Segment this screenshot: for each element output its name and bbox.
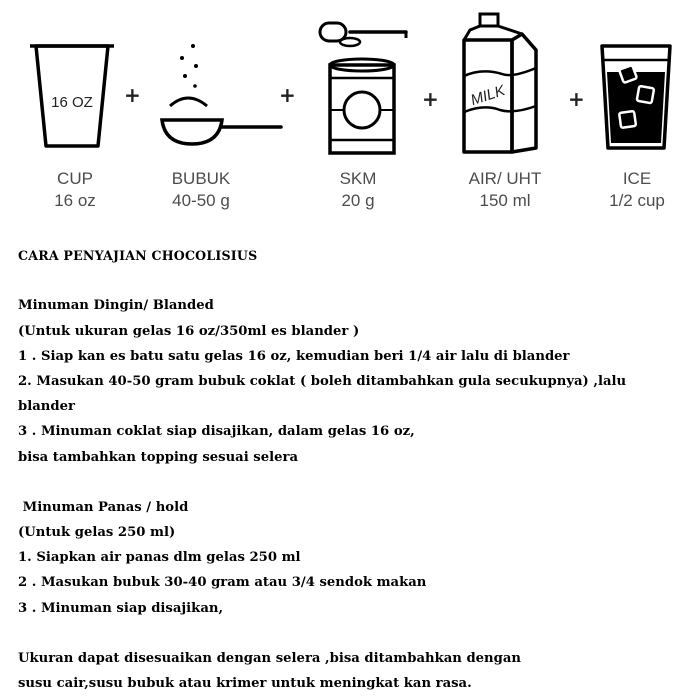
note-line-2: susu cair,susu bubuk atau krimer untuk meningkat kan rasa. xyxy=(18,676,472,692)
cold-step-3: 3 . Minuman coklat siap disajikan, dalam gelas 16 oz, xyxy=(18,424,415,440)
recipe-title: CARA PENYAJIAN CHOCOLISIUS xyxy=(18,248,258,263)
cold-heading: Minuman Dingin/ Blanded xyxy=(18,298,214,314)
ingredient-label-cup xyxy=(5,168,145,212)
hot-heading: Minuman Panas / hold xyxy=(18,499,189,515)
powder-scoop-icon xyxy=(155,40,285,145)
hot-step-2: 2 . Masukan bubuk 30-40 gram atau 3/4 sendok makan xyxy=(18,575,427,591)
carton-label-text: MILK xyxy=(468,82,508,110)
plus-sign-2: + xyxy=(279,83,296,107)
ingredient-name: BUBUK xyxy=(171,169,231,188)
ingredient-name: SKM xyxy=(339,169,377,188)
ingredient-name: ICE xyxy=(622,169,652,188)
milk-carton-icon xyxy=(460,12,540,157)
cold-step-1: 1 . Siap kan es batu satu gelas 16 oz, kemudian beri 1/4 air lalu di blander xyxy=(18,348,570,364)
cup-size-text: 16 OZ xyxy=(51,94,93,111)
spacer xyxy=(18,470,688,495)
iced-glass-icon xyxy=(600,42,672,152)
plus-sign-4: + xyxy=(568,87,585,111)
ingredient-amount: 150 ml xyxy=(479,191,531,210)
plus-sign-3: + xyxy=(422,87,439,111)
cold-step-2-cont: blander xyxy=(18,399,75,415)
note-line-1: Ukuran dapat disesuaikan dengan selera ,bisa ditambahkan dengan xyxy=(18,651,521,666)
spacer xyxy=(18,621,688,646)
ingredient-name: AIR/ UHT xyxy=(468,169,542,188)
ingredient-amount: 1/2 cup xyxy=(609,191,665,210)
ingredient-amount: 20 g xyxy=(341,191,375,210)
plus-sign-1: + xyxy=(124,83,141,107)
ingredient-label-bubuk xyxy=(131,168,271,212)
hot-subheading: (Untuk gelas 250 ml) xyxy=(18,525,176,541)
cold-step-2: 2. Masukan 40-50 gram bubuk coklat ( boleh ditambahkan gula secukupnya) ,lalu xyxy=(18,373,627,389)
cold-step-3-cont: bisa tambahkan topping sesuai selera xyxy=(18,449,299,465)
ingredient-label-air-uht xyxy=(435,168,575,212)
hot-step-1: 1. Siapkan air panas dlm gelas 250 ml xyxy=(18,550,301,566)
ingredients-strip xyxy=(0,0,700,225)
condensed-milk-can-icon xyxy=(318,20,413,155)
ingredient-amount: 40-50 g xyxy=(172,191,230,210)
ingredient-label-ice xyxy=(567,168,700,212)
recipe-text xyxy=(18,243,688,696)
cup-icon xyxy=(28,38,118,153)
cold-subheading: (Untuk ukuran gelas 16 oz/350ml es blander ) xyxy=(18,323,360,339)
ingredient-amount: 16 oz xyxy=(54,191,96,210)
spacer xyxy=(18,268,688,293)
hot-step-3: 3 . Minuman siap disajikan, xyxy=(18,600,224,616)
ingredient-name: CUP xyxy=(57,169,93,188)
ingredient-label-skm xyxy=(288,168,428,212)
